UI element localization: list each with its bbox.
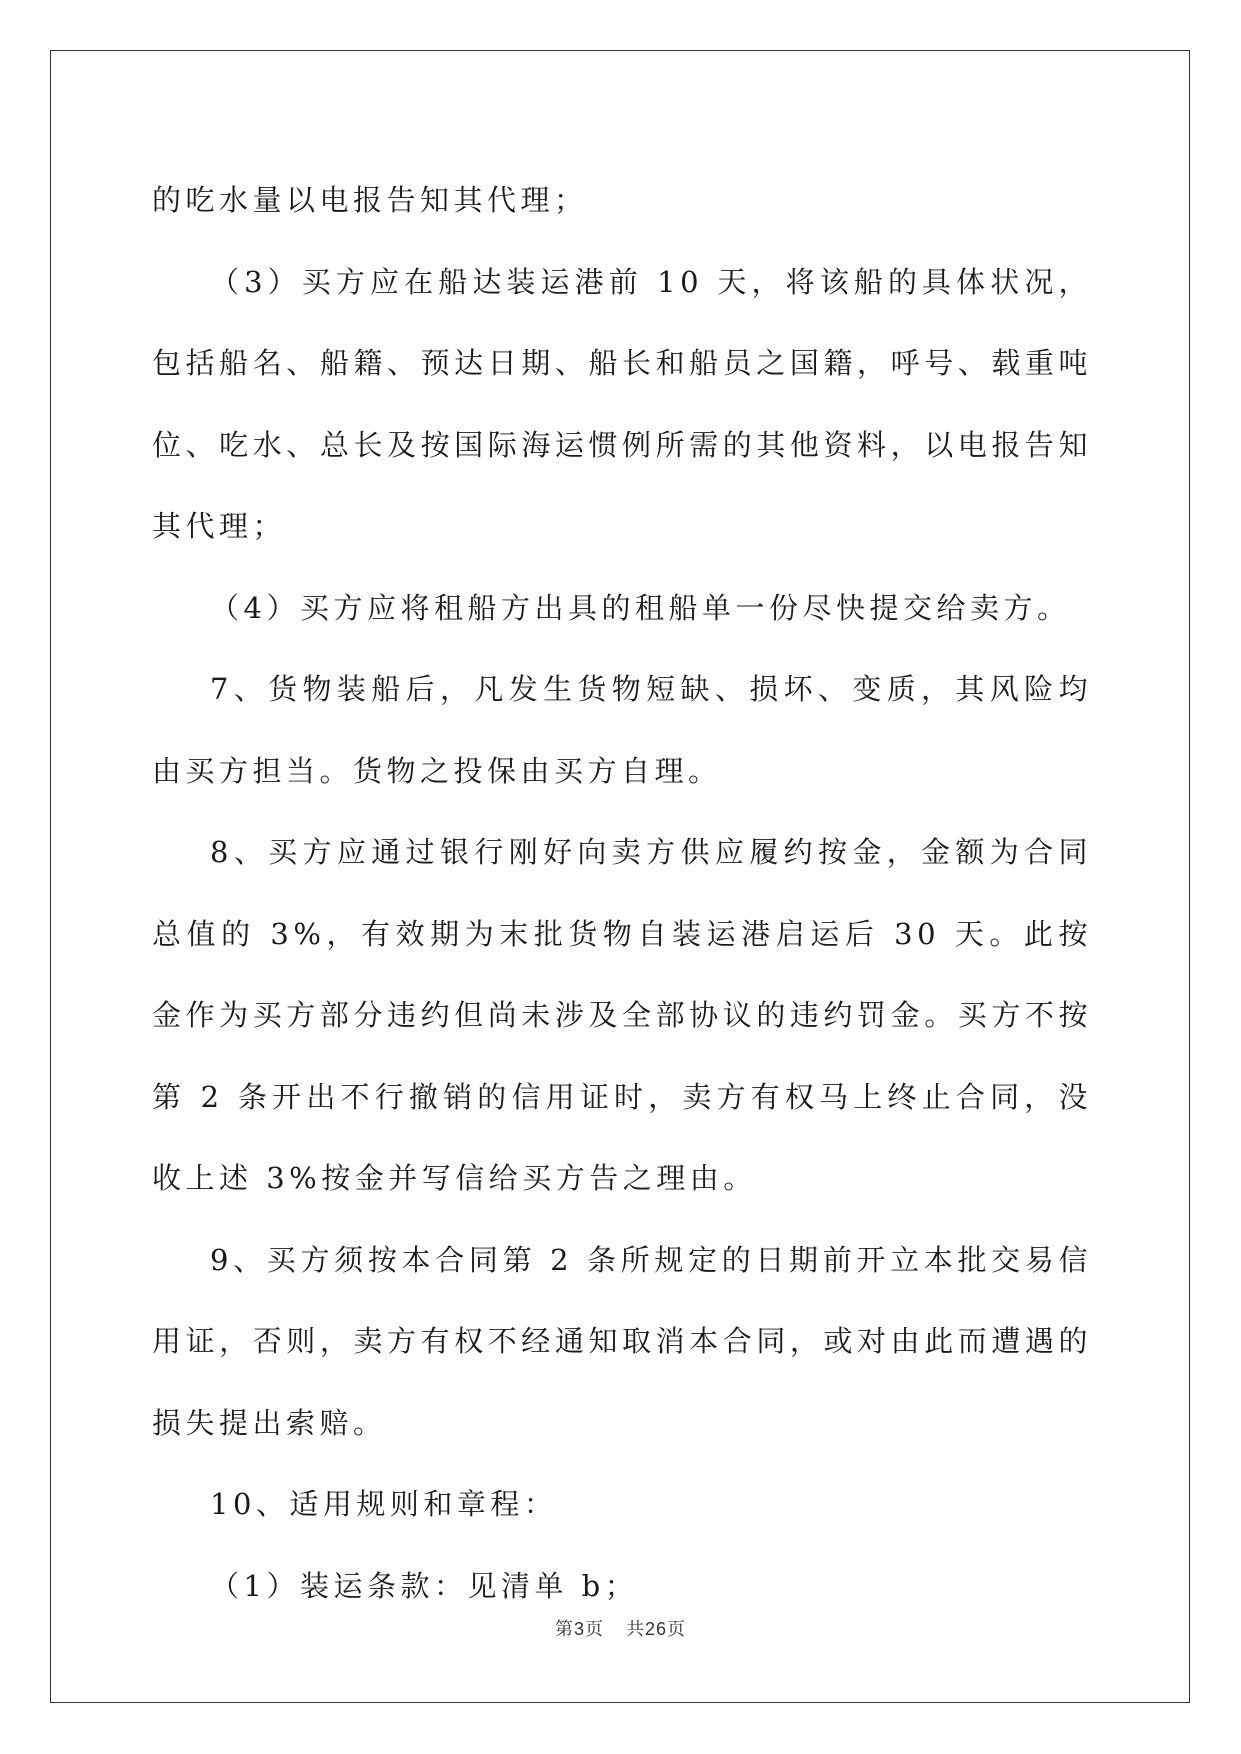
total-pages: 26 [644, 1619, 668, 1639]
paragraph-8: （1）装运条款：见清单 b； [210, 1568, 639, 1603]
page-footer [0, 1615, 1241, 1641]
paragraph-7: 10、适用规则和章程： [210, 1487, 558, 1521]
page-suffix: 页 [584, 1619, 604, 1640]
total-prefix: 共 [625, 1619, 645, 1640]
paragraph-1: 的吃水量以电报告知其代理； [152, 183, 588, 217]
total-suffix: 页 [667, 1619, 687, 1640]
page-prefix: 第 [554, 1619, 574, 1640]
paragraph-5: 8、买方应通过银行刚好向卖方供应履约按金，金额为合同总值的 3%，有效期为末批货物自装运港启运后 30 天。此按金作为买方部分违约但尚未涉及全部协议的违约罚金。买方不按第 2 条开出不行撤销的信用证时，卖方有权马上终止合同，没收上述 3%按金并写信给买方告之理由。 [152, 835, 1092, 1195]
paragraph-2: （3）买方应在船达装运港前 10 天，将该船的具体状况，包括船名、船籍、预达日期、船长和船员之国籍，呼号、载重吨位、吃水、总长及按国际海运惯例所需的其他资料，以电报告知其代理； [152, 264, 1092, 543]
paragraph-4: 7、货物装船后，凡发生货物短缺、损坏、变质，其风险均由买方担当。货物之投保由买方自理。 [152, 672, 1092, 788]
document-body [152, 160, 1092, 1627]
page-number: 3 [573, 1619, 585, 1639]
paragraph-6: 9、买方须按本合同第 2 条所规定的日期前开立本批交易信用证，否则，卖方有权不经通知取消本合同，或对由此而遭遇的损失提出索赔。 [152, 1242, 1092, 1440]
paragraph-3: （4）买方应将租船方出具的租船单一份尽快提交给卖方。 [210, 590, 1071, 625]
